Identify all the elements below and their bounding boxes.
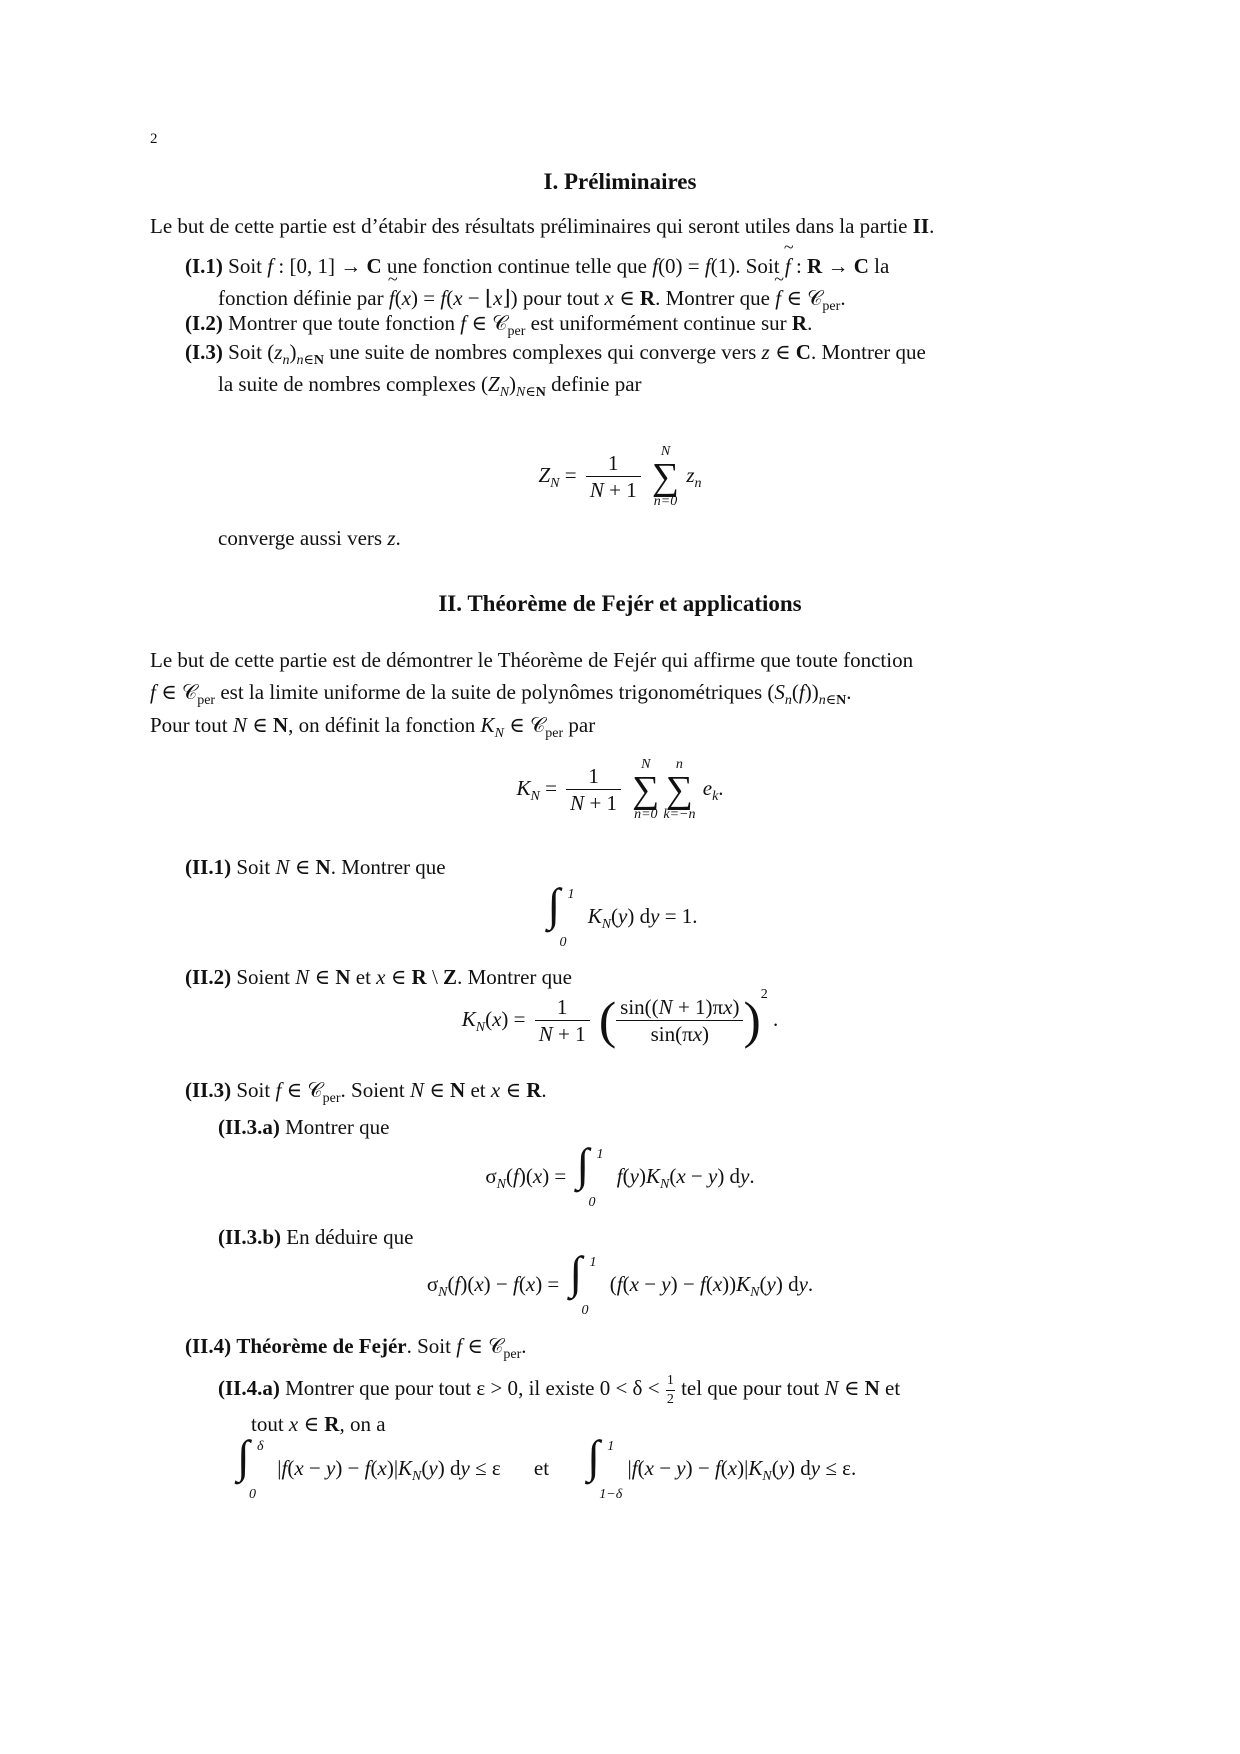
question-I3: (I.3) Soit $(z_n)_{n\in N}$ une suite de nombres complexes qui converge vers z ∈ C. Montrer que la suite de nombres complexes $(Z_N)_{N\in N}$ definie par bbox=[185, 340, 926, 400]
question-II3: (II.3) Soit f ∈ 𝒞$_{per}$. Soient N ∈ N et x ∈ R. bbox=[185, 1078, 547, 1107]
question-II4a: (II.4.a) Montrer que pour tout ε > 0, il existe 0 < δ < $\frac{1}{2}$ tel que pour tout N ∈ N et tout x ∈ R, on a bbox=[218, 1373, 901, 1436]
section-2-intro: Le but de cette partie est de démontrer le Théorème de Fejér qui affirme que toute fonction f ∈ 𝒞$_{per}$ est la limite uniforme de la suite de polynômes trigonométriques $(S_n(f))_{n\in N}$. bbox=[150, 648, 914, 708]
equation-II1: ∫ 1 0 $K_N(y)$ dy = 1. bbox=[547, 879, 698, 950]
section-1-title: I. Préliminaires bbox=[543, 169, 697, 194]
question-II3b: (II.3.b) En déduire que bbox=[218, 1225, 414, 1249]
question-I3-conclusion: converge aussi vers z. bbox=[218, 526, 401, 550]
section-2-definition: Pour tout N ∈ N, on définit la fonction $K_N$ ∈ 𝒞$_{per}$ par bbox=[150, 713, 596, 742]
question-label: (II.1) bbox=[185, 855, 232, 879]
question-I2: (I.2) Montrer que toute fonction f ∈ 𝒞$_{per}$ est uniformément continue sur R. bbox=[185, 311, 813, 340]
question-label: (II.3.a) bbox=[218, 1115, 280, 1139]
question-II4: (II.4) Théorème de Fejér. Soit f ∈ 𝒞$_{per}$. bbox=[185, 1334, 527, 1363]
question-label: (I.1) bbox=[185, 254, 223, 278]
question-II1: (II.1) Soit N ∈ N. Montrer que bbox=[185, 855, 446, 879]
question-label: (II.3.b) bbox=[218, 1225, 282, 1249]
section-2-title: II. Théorème de Fejér et applications bbox=[438, 591, 802, 616]
question-label: (II.2) bbox=[185, 965, 232, 989]
question-label: (I.3) bbox=[185, 340, 223, 364]
question-I1: (I.1) Soit f : [0, 1] → C une fonction continue telle que f(0) = f(1). Soit ~ f : R → C la fonction définie par ~ f(x) = f(x − ⌊x⌋) pour tout x ∈ R. Montrer que ~ f ∈ 𝒞$_{per}$. bbox=[185, 251, 1090, 314]
page-number: 2 bbox=[150, 131, 158, 147]
question-label: (II.4) bbox=[185, 1334, 232, 1358]
section-1-intro: Le but de cette partie est d’étabir des résultats préliminaires qui seront utiles dans la partie II. bbox=[150, 214, 935, 238]
question-II2: (II.2) Soient N ∈ N et x ∈ R \ Z. Montrer que bbox=[185, 965, 572, 989]
equation-KN: $K_N$ = $\frac{1}{N + 1}$ N ∑ n=0 n ∑ k=−n $e_k$. bbox=[516, 757, 724, 823]
equation-II2: $K_N(x)$ = $\frac{1}{N + 1}$ ( $\frac{\sin((N + 1)\pi x)}{\sin(\pi x)}$ )$^2$ . bbox=[461, 987, 779, 1050]
question-II3a: (II.3.a) Montrer que bbox=[218, 1115, 390, 1139]
equation-II3b: $\sigma_N(f)(x) - f(x)$ = ∫ 1 0 $(f(x - y) - f(x))K_N(y)$ dy. bbox=[426, 1247, 814, 1318]
equation-ZN: $Z_N$ = $\frac{1}{N + 1}$ N ∑ n=0 $z_n$ bbox=[538, 444, 702, 510]
question-label: (I.2) bbox=[185, 311, 223, 335]
question-label: (II.4.a) bbox=[218, 1376, 280, 1401]
question-label: (II.3) bbox=[185, 1078, 232, 1102]
equation-II4a: ∫ δ 0 $|f(x - y) - f(x)|K_N(y)$ dy ≤ ε et ∫ 1 1−δ $|f(x - y) - f(x)|K_N(y)$ dy ≤ ε. bbox=[237, 1431, 857, 1502]
equation-II3a: $\sigma_N(f)(x)$ = ∫ 1 0 $f(y)K_N(x - y)$ dy. bbox=[485, 1139, 755, 1210]
